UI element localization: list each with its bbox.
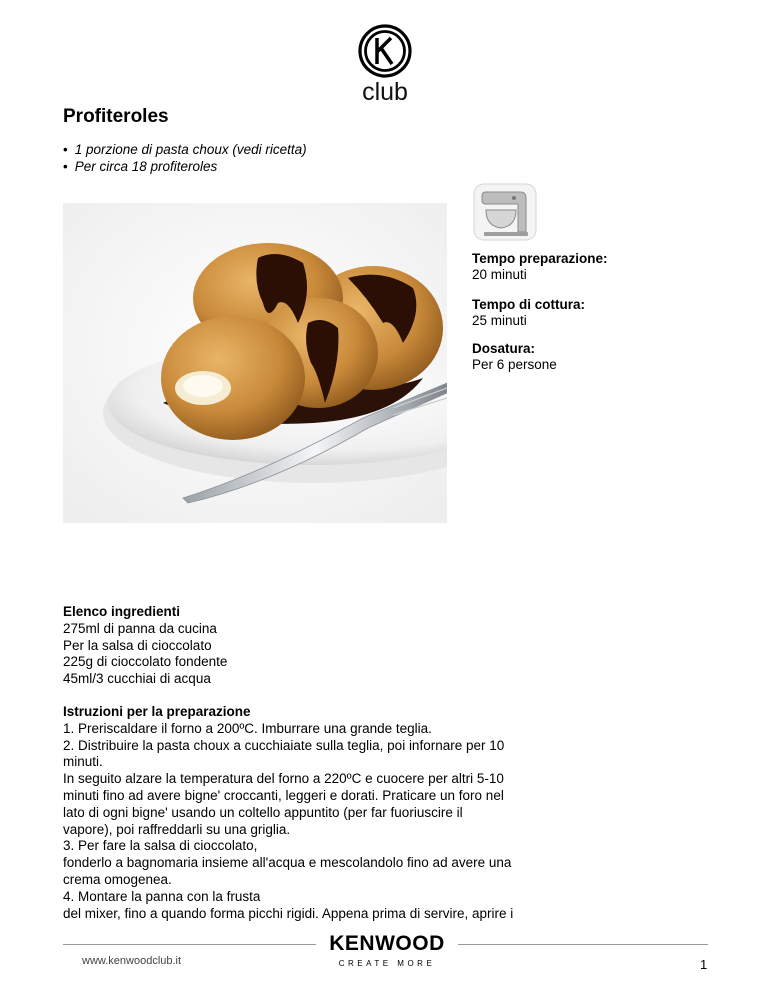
recipe-bullets (63, 141, 307, 175)
instruction-line: 2. Distribuire la pasta choux a cucchiaiate sulla teglia, poi infornare per 10 (63, 737, 505, 753)
cook-time-label: Tempo di cottura: (472, 297, 585, 312)
instruction-line: crema omogenea. (63, 871, 172, 887)
brand-tagline: CREATE MORE (338, 959, 436, 968)
servings-value: Per 6 persone (472, 357, 557, 372)
instruction-line: 1. Preriscaldare il forno a 200ºC. Imburrare una grande teglia. (63, 720, 432, 736)
footer-url: www.kenwoodclub.it (82, 955, 182, 967)
kenwood-brand-logo: KENWOOD (329, 932, 445, 955)
servings-label: Dosatura: (472, 341, 536, 356)
logo-club-text: club (362, 78, 408, 106)
instructions-heading: Istruzioni per la preparazione (63, 704, 251, 719)
k-circle-icon (350, 24, 420, 80)
ingredient-item: 45ml/3 cucchiai di acqua (63, 671, 211, 687)
cook-time (472, 297, 585, 329)
instruction-line: minuti fino ad avere bigne' croccanti, leggeri e dorati. Praticare un foro nel (63, 787, 504, 803)
instruction-line: lato di ogni bigne' usando un coltello appuntito (per far fuoriuscire il (63, 804, 463, 820)
ingredient-item: 275ml di panna da cucina (63, 620, 217, 636)
ingredient-item: Per la salsa di cioccolato (63, 637, 212, 653)
instruction-line: 4. Montare la panna con la frusta (63, 888, 261, 904)
prep-time-value: 20 minuti (472, 267, 527, 282)
instruction-line: fonderlo a bagnomaria insieme all'acqua e mescolandolo fino ad avere una (63, 855, 512, 871)
instructions-section (63, 704, 623, 922)
instruction-line: minuti. (63, 754, 103, 770)
instruction-line: In seguito alzare la temperatura del forno a 220ºC e cuocere per altri 5-10 (63, 771, 504, 787)
bullet-item: • 1 porzione di pasta choux (vedi ricetta) (63, 141, 307, 158)
recipe-title: Profiteroles (63, 106, 169, 127)
page-number: 1 (700, 957, 708, 972)
instruction-line: 3. Per fare la salsa di cioccolato, (63, 838, 258, 854)
prep-time (472, 251, 608, 283)
ingredient-item: 225g di cioccolato fondente (63, 654, 228, 670)
stand-mixer-icon (472, 182, 538, 242)
instruction-line: del mixer, fino a quando forma picchi rigidi. Appena prima di servire, aprire i (63, 905, 514, 921)
bullet-item: • Per circa 18 profiteroles (63, 158, 307, 175)
servings (472, 341, 557, 373)
ingredients-section (63, 604, 623, 688)
ingredients-heading: Elenco ingredienti (63, 604, 181, 619)
instruction-line: vapore), poi raffreddarli su una griglia. (63, 821, 291, 837)
prep-time-label: Tempo preparazione: (472, 251, 608, 266)
cook-time-value: 25 minuti (472, 313, 527, 328)
kenwood-club-logo (350, 24, 420, 104)
profiteroles-photo (63, 203, 447, 523)
